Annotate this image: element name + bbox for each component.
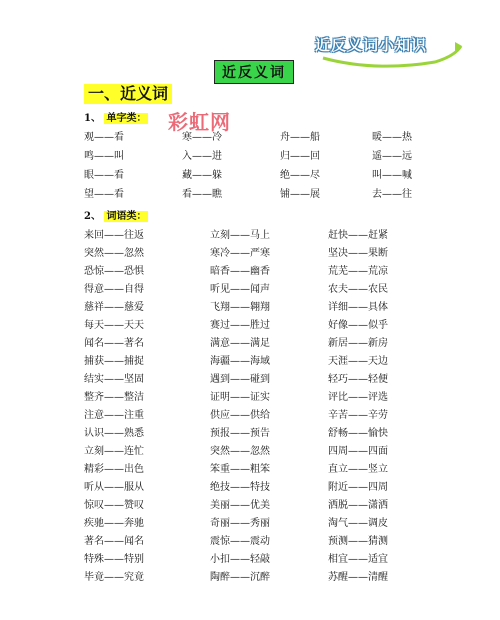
word-pair: 绝技——特技 — [210, 482, 270, 493]
word-pair: 惊叹——赞叹 — [84, 500, 144, 511]
word-pair: 叫——喊 — [372, 170, 412, 181]
word-pair: 归——回 — [280, 151, 320, 162]
phrase-heading-num: 2、 — [84, 211, 101, 222]
word-pair: 预测——猜测 — [328, 536, 388, 547]
word-pair: 舟——船 — [280, 132, 320, 143]
word-pair: 绝——尽 — [280, 170, 320, 181]
word-pair: 得意——自得 — [84, 284, 144, 295]
word-pair: 辛苦——辛劳 — [328, 410, 388, 421]
word-pair: 突然——忽然 — [210, 446, 270, 457]
word-pair: 直立——竖立 — [328, 464, 388, 475]
word-pair: 评比——评选 — [328, 392, 388, 403]
word-pair: 小扣——轻敲 — [210, 554, 270, 565]
word-pair: 美丽——优美 — [210, 500, 270, 511]
single-char-heading — [84, 112, 148, 126]
phrase-heading-label: 词语类： — [106, 211, 147, 222]
word-pair: 入——进 — [182, 151, 222, 162]
word-pair: 陶醉——沉醉 — [210, 572, 270, 583]
word-pair: 结实——坚固 — [84, 374, 144, 385]
word-pair: 洒脱——潇洒 — [328, 500, 388, 511]
word-pair: 认识——熟悉 — [84, 428, 144, 439]
word-pair: 飞翔——翱翔 — [210, 302, 270, 313]
word-pair: 舒畅——愉快 — [328, 428, 388, 439]
word-pair: 奇丽——秀丽 — [210, 518, 270, 529]
word-pair: 闻名——著名 — [84, 338, 144, 349]
word-pair: 看——瞧 — [182, 189, 222, 200]
word-pair: 轻巧——轻便 — [328, 374, 388, 385]
word-pair: 详细——具体 — [328, 302, 388, 313]
word-pair: 寒——冷 — [182, 132, 222, 143]
word-pair: 附近——四周 — [328, 482, 388, 493]
word-pair: 突然——忽然 — [84, 248, 144, 259]
word-pair: 注意——注重 — [84, 410, 144, 421]
watermark: 彩虹网 — [168, 110, 231, 134]
word-pair: 精彩——出色 — [84, 464, 144, 475]
word-pair: 满意——满足 — [210, 338, 270, 349]
word-pair: 立刻——马上 — [210, 230, 270, 241]
word-pair: 四周——四面 — [328, 446, 388, 457]
word-pair: 荒芜——荒凉 — [328, 266, 388, 277]
word-pair: 预报——预告 — [210, 428, 270, 439]
word-pair: 特殊——特别 — [84, 554, 144, 565]
word-pair: 天涯——天边 — [328, 356, 388, 367]
single-char-heading-num: 1、 — [84, 113, 101, 124]
word-pair: 海疆——海域 — [210, 356, 270, 367]
section-heading: 一、近义词 — [84, 84, 172, 104]
word-pair: 寒冷——严寒 — [210, 248, 270, 259]
phrase-heading — [84, 210, 148, 224]
phrase-list — [84, 228, 444, 586]
page-title: 近反义词 — [214, 60, 294, 84]
word-pair: 好像——似乎 — [328, 320, 388, 331]
word-pair: 暖——热 — [372, 132, 412, 143]
word-pair: 新居——新房 — [328, 338, 388, 349]
word-pair: 淘气——调皮 — [328, 518, 388, 529]
word-pair: 遥——远 — [372, 151, 412, 162]
topic-badge — [315, 28, 465, 68]
word-pair: 遇到——碰到 — [210, 374, 270, 385]
word-pair: 坚决——果断 — [328, 248, 388, 259]
word-pair: 证明——证实 — [210, 392, 270, 403]
word-pair: 赶快——赶紧 — [328, 230, 388, 241]
word-pair: 苏醒——清醒 — [328, 572, 388, 583]
word-pair: 供应——供给 — [210, 410, 270, 421]
word-pair: 藏——躲 — [182, 170, 222, 181]
word-pair: 慈祥——慈爱 — [84, 302, 144, 313]
word-pair: 去——往 — [372, 189, 412, 200]
word-pair: 捕获——捕捉 — [84, 356, 144, 367]
word-pair: 每天——天天 — [84, 320, 144, 331]
single-char-heading-label: 单字类： — [106, 113, 147, 124]
word-pair: 鸣——叫 — [84, 151, 124, 162]
word-pair: 笨重——粗笨 — [210, 464, 270, 475]
single-char-list — [84, 130, 444, 203]
word-pair: 来回——往返 — [84, 230, 144, 241]
word-pair: 著名——闻名 — [84, 536, 144, 547]
word-pair: 相宜——适宜 — [328, 554, 388, 565]
word-pair: 毕竟——究竟 — [84, 572, 144, 583]
word-pair: 望——看 — [84, 189, 124, 200]
word-pair: 听从——服从 — [84, 482, 144, 493]
word-pair: 听见——闻声 — [210, 284, 270, 295]
word-pair: 眼——看 — [84, 170, 124, 181]
word-pair: 震惊——震动 — [210, 536, 270, 547]
word-pair: 暗香——幽香 — [210, 266, 270, 277]
word-pair: 整齐——整洁 — [84, 392, 144, 403]
word-pair: 恐惊——恐惧 — [84, 266, 144, 277]
word-pair: 赛过——胜过 — [210, 320, 270, 331]
word-pair: 立刻——连忙 — [84, 446, 144, 457]
word-pair: 疾驰——奔驰 — [84, 518, 144, 529]
word-pair: 农夫——农民 — [328, 284, 388, 295]
badge-text: 近反义词小知识 — [315, 36, 428, 54]
word-pair: 铺——展 — [280, 189, 320, 200]
word-pair: 观——看 — [84, 132, 124, 143]
